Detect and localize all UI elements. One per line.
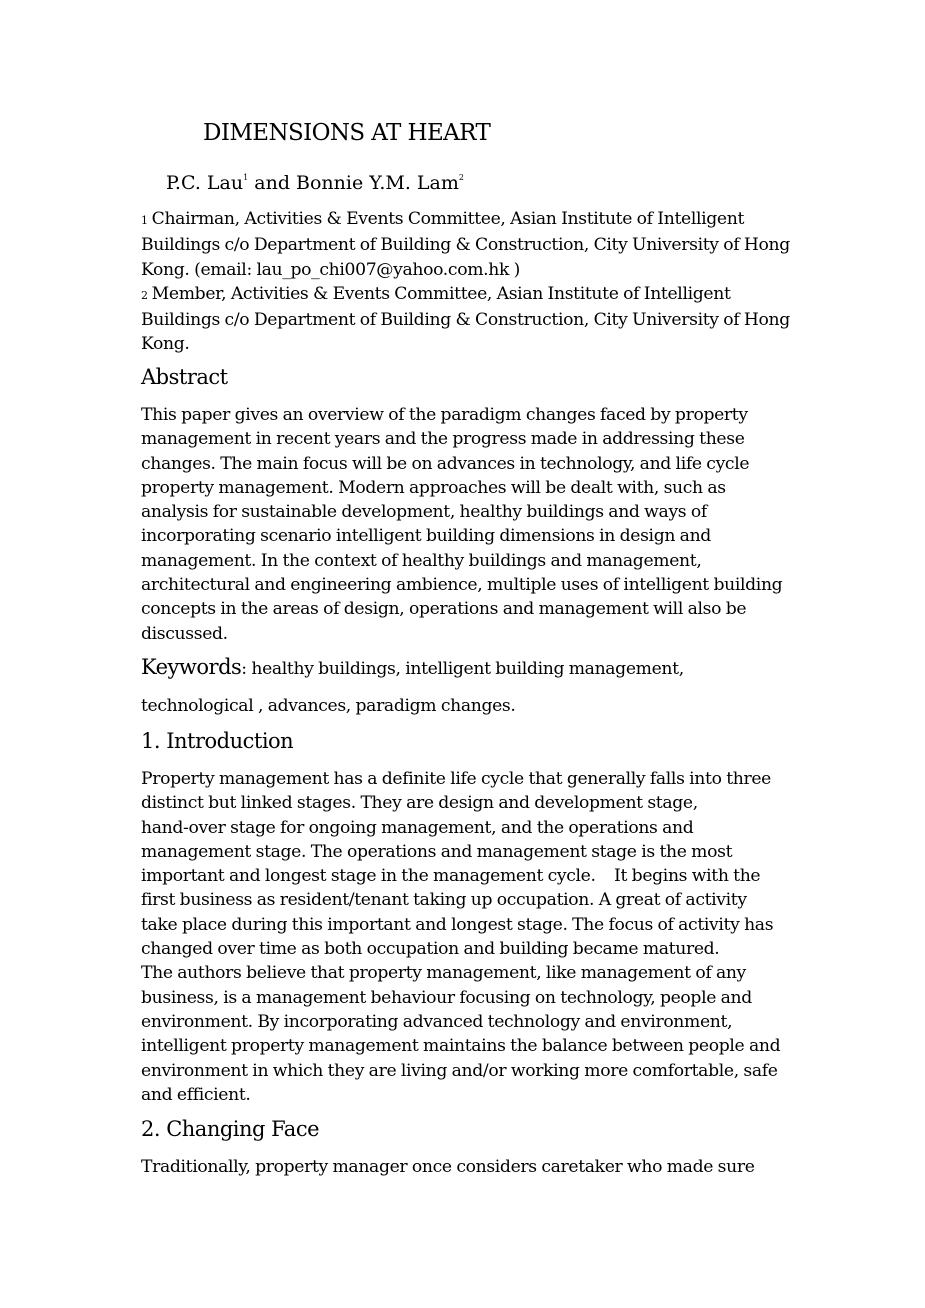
affiliation-line: Kong. (141, 334, 190, 355)
affiliation-line: Buildings c/o Department of Building & Construction, City University of Hong (141, 235, 790, 256)
introduction-line: The authors believe that property management, like management of any (141, 963, 746, 984)
introduction-line: distinct but linked stages. They are design and development stage, (141, 793, 698, 814)
introduction-line: take place during this important and longest stage. The focus of activity has (141, 914, 774, 935)
keywords-line: technological , advances, paradigm changes. (141, 696, 516, 716)
affiliation-1 (141, 207, 791, 282)
abstract-heading: Abstract (141, 365, 228, 389)
affiliation-line: Kong. (email: lau_po_chi007@yahoo.com.hk ) (141, 259, 521, 280)
keywords-line (141, 655, 791, 681)
abstract-line: incorporating scenario intelligent building dimensions in design and (141, 526, 711, 547)
introduction-line: Property management has a definite life cycle that generally falls into three (141, 769, 771, 789)
introduction-line: environment in which they are living and/or working more comfortable, safe (141, 1060, 778, 1081)
affiliation-number: 2 (141, 288, 148, 302)
abstract-line: discussed. (141, 623, 228, 644)
keywords-continued (141, 694, 791, 718)
affiliation-line: Buildings c/o Department of Building & Construction, City University of Hong (141, 310, 790, 331)
introduction-body (141, 767, 791, 1107)
abstract-line: This paper gives an overview of the paradigm changes faced by property (141, 405, 748, 425)
keywords-label: Keywords (141, 655, 242, 679)
abstract-line: management. In the context of healthy buildings and management, (141, 550, 702, 571)
abstract-line: management in recent years and the progress made in addressing these (141, 429, 745, 450)
author-2: and Bonnie Y.M. Lam (254, 172, 459, 194)
abstract-line: analysis for sustainable development, healthy buildings and ways of (141, 502, 707, 523)
introduction-line: intelligent property management maintains the balance between people and (141, 1036, 781, 1057)
introduction-line: management stage. The operations and management stage is the most (141, 841, 733, 862)
abstract-line: concepts in the areas of design, operations and management will also be (141, 599, 747, 620)
abstract-line: changes. The main focus will be on advances in technology, and life cycle (141, 453, 750, 474)
changing-face-heading: 2. Changing Face (141, 1117, 320, 1141)
paper-title: DIMENSIONS AT HEART (203, 120, 491, 146)
introduction-line: first business as resident/tenant taking up occupation. A great of activity (141, 890, 747, 911)
author-2-marker: 2 (458, 173, 464, 182)
keywords-list: : healthy buildings, intelligent building management, (241, 659, 684, 679)
affiliation-line: 2 Member, Activities & Events Committee, Asian Institute of Intelligent (141, 283, 731, 304)
introduction-line: hand-over stage for ongoing management, and the operations and (141, 817, 694, 838)
author-1-marker: 1 (243, 173, 249, 182)
abstract-body (141, 403, 791, 646)
abstract-line: property management. Modern approaches will be dealt with, such as (141, 477, 726, 498)
abstract-line: architectural and engineering ambience, multiple uses of intelligent building (141, 575, 783, 596)
affiliation-2 (141, 282, 791, 357)
changing-face-line: Traditionally, property manager once considers caretaker who made sure (141, 1157, 755, 1177)
introduction-line: environment. By incorporating advanced technology and environment, (141, 1011, 733, 1032)
changing-face-body (141, 1155, 791, 1179)
author-1: P.C. Lau (166, 172, 244, 194)
affiliations (141, 207, 791, 357)
affiliation-number: 1 (141, 214, 148, 227)
keywords (141, 655, 791, 681)
introduction-line: changed over time as both occupation and building became matured. (141, 939, 720, 960)
author-line (166, 172, 464, 194)
introduction-line: business, is a management behaviour focusing on technology, people and (141, 987, 752, 1008)
introduction-line: and efficient. (141, 1084, 251, 1105)
introduction-heading: 1. Introduction (141, 729, 294, 753)
affiliation-line: 1 Chairman, Activities & Events Committee, Asian Institute of Intelligent (141, 209, 745, 229)
introduction-line: important and longest stage in the management cycle. It begins with the (141, 866, 761, 887)
